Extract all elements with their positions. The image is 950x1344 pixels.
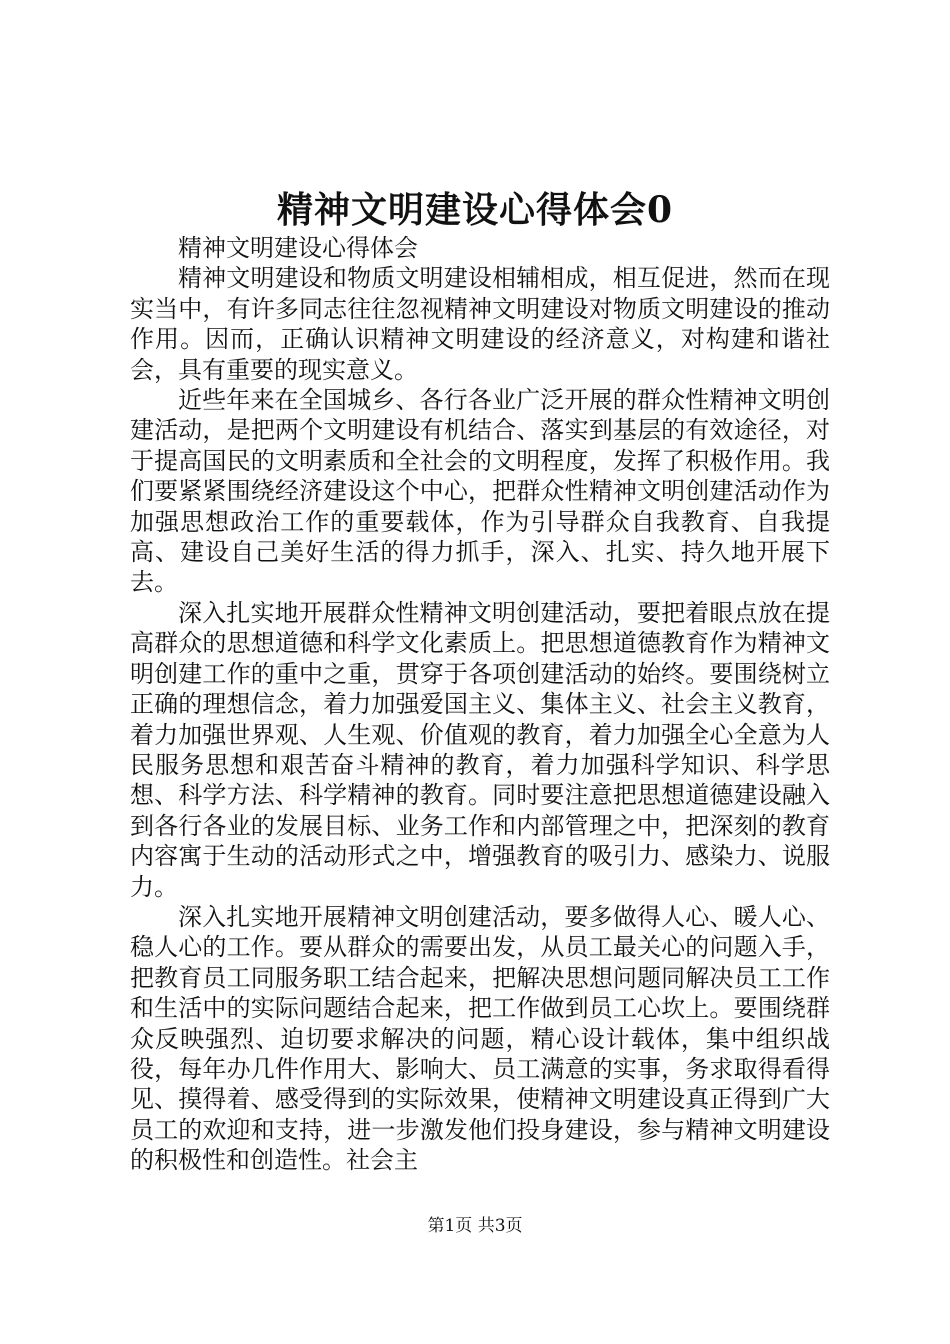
- body-paragraph: 深入扎实地开展精神文明创建活动，要多做得人心、暖人心、稳人心的工作。要从群众的需要出发，从员工最关心的问题入手，把教育员工同服务职工结合起来，把解决思想问题同解决员工工作和生活中的实际问题结合起来，把工作做到员工心坎上。要围绕群众反映强烈、迫切要求解决的问题，精心设计载体，集中组织战役，每年办几件作用大、影响大、员工满意的实事，务求取得看得见、摸得着、感受得到的实际效果，使精神文明建设真正得到广大员工的欢迎和支持，进一步激发他们投身建设，参与精神文明建设的积极性和创造性。社会主: [130, 902, 830, 1175]
- document-body: [130, 233, 830, 1176]
- body-paragraph: 近些年来在全国城乡、各行各业广泛开展的群众性精神文明创建活动，是把两个文明建设有机结合、落实到基层的有效途径，对于提高国民的文明素质和全社会的文明程度，发挥了积极作用。我们要紧紧围绕经济建设这个中心，把群众性精神文明创建活动作为加强思想政治工作的重要载体，作为引导群众自我教育、自我提高、建设自己美好生活的得力抓手，深入、扎实、持久地开展下去。: [130, 386, 830, 597]
- body-paragraph: 精神文明建设和物质文明建设相辅相成，相互促进，然而在现实当中，有许多同志往往忽视精神文明建设对物质文明建设的推动作用。因而，正确认识精神文明建设的经济意义，对构建和谐社会，具有重要的现实意义。: [130, 264, 830, 384]
- subtitle-paragraph: 精神文明建设心得体会: [178, 234, 418, 262]
- body-paragraph: 深入扎实地开展群众性精神文明创建活动，要把着眼点放在提高群众的思想道德和科学文化素质上。把思想道德教育作为精神文明创建工作的重中之重，贯穿于各项创建活动的始终。要围绕树立正确的理想信念，着力加强爱国主义、集体主义、社会主义教育，着力加强世界观、人生观、价值观的教育，着力加强全心全意为人民服务思想和艰苦奋斗精神的教育，着力加强科学知识、科学思想、科学方法、科学精神的教育。同时要注意把思想道德建设融入到各行各业的发展目标、业务工作和内部管理之中，把深刻的教育内容寓于生动的活动形式之中，增强教育的吸引力、感染力、说服力。: [130, 598, 830, 901]
- document-title: 精神文明建设心得体会0: [276, 189, 674, 231]
- page-number-footer: 第1页 共3页: [427, 1216, 523, 1236]
